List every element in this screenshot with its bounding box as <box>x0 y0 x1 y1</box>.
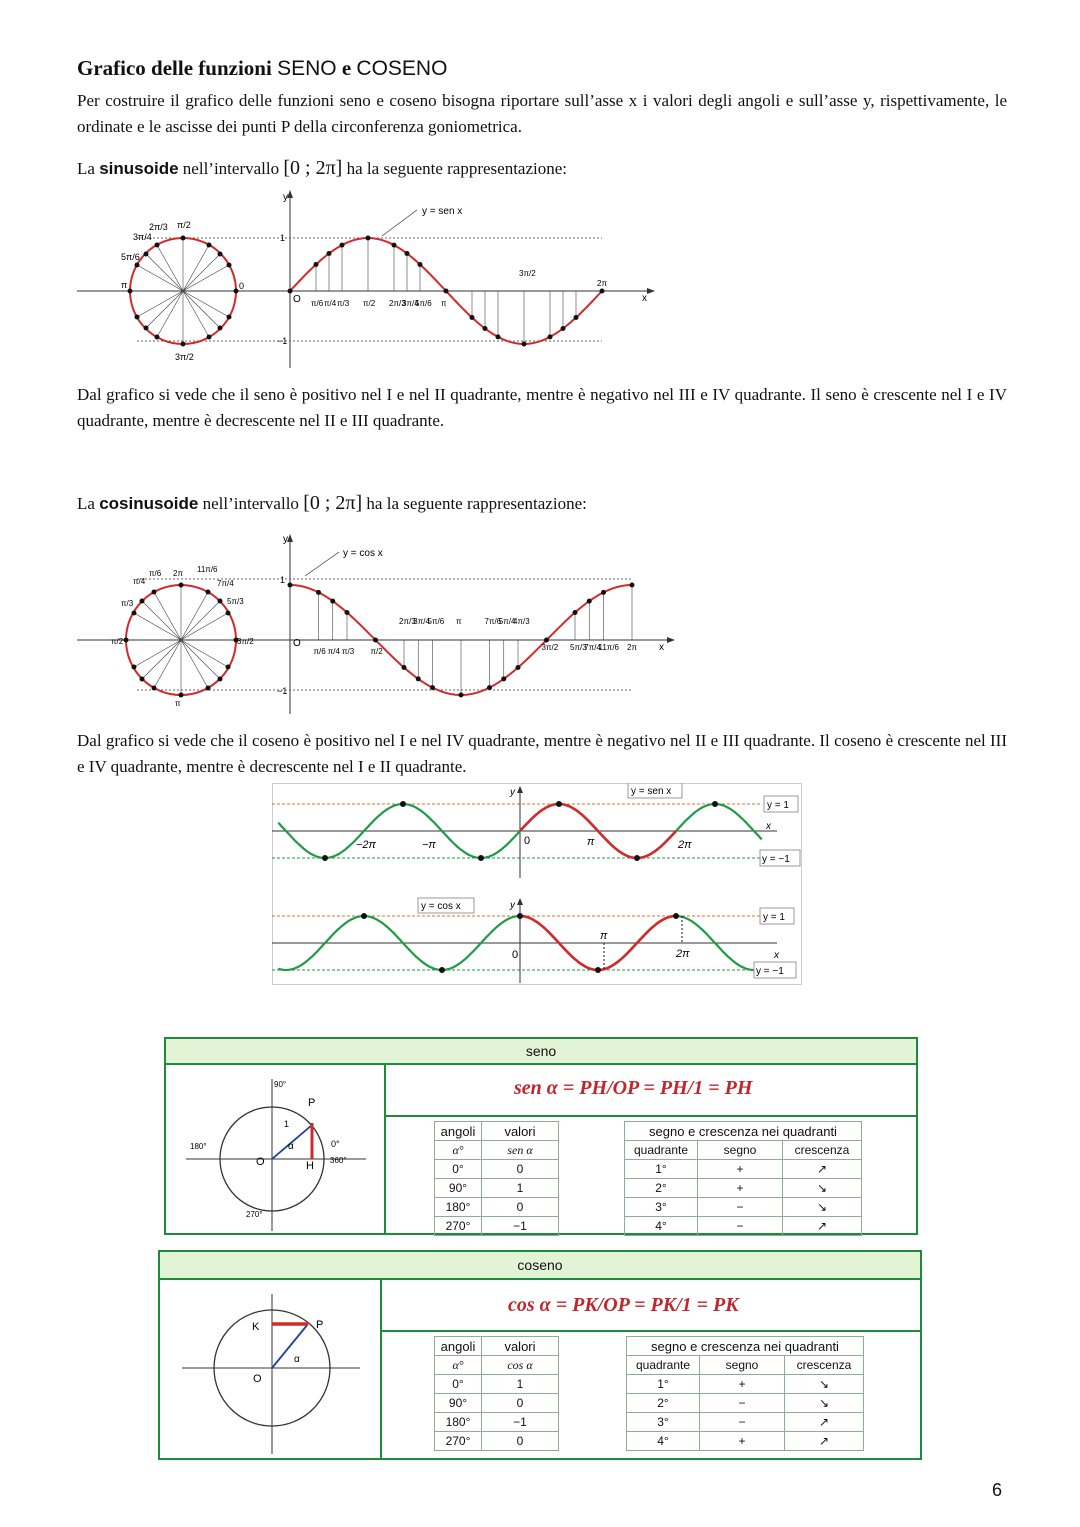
g1-point <box>522 342 527 347</box>
coseno-quadrants-table <box>626 1336 864 1451</box>
g3-zero-cos: 0 <box>512 949 519 961</box>
g2-circle-label-6: 7π/4 <box>217 579 234 588</box>
coseno-value-3: 0 <box>482 1432 559 1451</box>
seno-col-quadrante: quadrante <box>625 1141 698 1160</box>
g2-point <box>544 638 549 643</box>
coseno-trend-1: ↘ <box>785 1394 864 1413</box>
g3-cos-y: y <box>510 900 515 911</box>
g3-minus-pi: −π <box>422 839 436 851</box>
coseno-q-3: 4° <box>627 1432 700 1451</box>
g2-point <box>587 599 592 604</box>
g1-point <box>405 251 410 256</box>
g1-point <box>600 289 605 294</box>
seno-col-angoli: angoli <box>435 1122 482 1141</box>
g3-cos-y1: y = 1 <box>763 912 785 923</box>
seno-q-1: 2° <box>625 1179 698 1198</box>
coseno-sign-2: − <box>700 1413 785 1432</box>
g2-tick-top-2: 5π/6 <box>427 617 445 626</box>
page-title <box>77 56 447 81</box>
g2-circle-label-7: 5π/3 <box>227 597 244 606</box>
coseno-values-table <box>434 1336 559 1451</box>
coseno-sign-0: + <box>700 1375 785 1394</box>
coseno-col-angoli: angoli <box>435 1337 482 1356</box>
title-coseno: COSENO <box>356 57 448 80</box>
seno-sub-alpha: α° <box>435 1141 482 1160</box>
g1-minus-one: −1 <box>277 336 288 346</box>
g1-point <box>483 326 488 331</box>
g1-point <box>444 289 449 294</box>
seno-value-2: 0 <box>482 1198 559 1217</box>
g3-minus-2pi: −2π <box>356 839 376 851</box>
g2-tick-top-4: 7π/6 <box>484 617 502 626</box>
g2-circle-label-2: π/3 <box>121 599 134 608</box>
coseno-trend-0: ↘ <box>785 1375 864 1394</box>
coseno-col-crescenza: crescenza <box>785 1356 864 1375</box>
g2-point <box>330 599 335 604</box>
g3-sin-point <box>400 801 406 807</box>
seno-panel <box>164 1037 918 1235</box>
g1-x-label: x <box>642 293 647 304</box>
g3-pi-cos: π <box>600 930 608 942</box>
g2-tick-top-6: 4π/3 <box>513 617 530 626</box>
g1-circle-label-0: π/2 <box>177 220 191 230</box>
coseno-col-segno: segno <box>700 1356 785 1375</box>
sin-interval: [0 ; 2π] <box>283 157 343 179</box>
g1-point <box>574 315 579 320</box>
g2-tick-bottom-1: π/4 <box>327 647 340 656</box>
seno-col-segno: segno <box>698 1141 783 1160</box>
g2-point <box>402 665 407 670</box>
sin-intro-a: La <box>77 159 100 178</box>
g1-point <box>548 334 553 339</box>
coseno-sub-cos: cos α <box>482 1356 559 1375</box>
seno-angle-1: 90° <box>435 1179 482 1198</box>
sin-intro-term: sinusoide <box>99 159 179 178</box>
seno-q-2: 3° <box>625 1198 698 1217</box>
seno-sign-0: + <box>698 1160 783 1179</box>
g2-point <box>630 583 635 588</box>
g2-one: 1 <box>280 575 286 585</box>
coseno-point-k: K <box>252 1321 260 1333</box>
coseno-quadrants-title: segno e crescenza nei quadranti <box>627 1337 864 1356</box>
g1-circle-label-5: 3π/2 <box>175 352 194 362</box>
g2-origin: O <box>293 638 301 649</box>
g2-point <box>487 685 492 690</box>
g2-circle-label-3: π/2 <box>111 637 124 646</box>
seno-trend-3: ↗ <box>783 1217 862 1236</box>
g3-cos-x: x <box>774 950 779 961</box>
g3-2pi-cos: 2π <box>676 948 690 960</box>
g1-tick-2: π/3 <box>337 299 350 308</box>
g2-tick-bottom-2: π/3 <box>342 647 355 656</box>
seno-col-crescenza: crescenza <box>783 1141 862 1160</box>
g2-point <box>601 590 606 595</box>
g2-circle-label-5: 11π/6 <box>197 565 218 574</box>
g2-tick-top-0: 2π/3 <box>399 617 416 626</box>
coseno-angle-3: 270° <box>435 1432 482 1451</box>
g2-point <box>501 676 506 681</box>
seno-trend-0: ↗ <box>783 1160 862 1179</box>
g3-cos-point <box>439 967 445 973</box>
g2-point <box>573 610 578 615</box>
seno-angle-2: 180° <box>435 1198 482 1217</box>
seno-point-o: O <box>256 1156 265 1168</box>
g3-cos-label: y = cos x <box>421 901 461 912</box>
g2-tick-top-5: 5π/4 <box>498 617 516 626</box>
g2-point <box>516 665 521 670</box>
seno-circle-diagram <box>166 1065 384 1233</box>
g1-point <box>496 334 501 339</box>
seno-deg0: 0° <box>331 1139 340 1149</box>
g3-sin-point <box>712 801 718 807</box>
g2-tick-bottom-3: π/2 <box>370 647 383 656</box>
g3-cos-point <box>517 913 523 919</box>
seno-deg180: 180° <box>190 1142 207 1151</box>
cos-intro-c: nell’intervallo <box>198 494 304 513</box>
coseno-panel <box>158 1250 922 1460</box>
seno-angle-3: 270° <box>435 1217 482 1236</box>
g3-sin-y1: y = 1 <box>767 800 789 811</box>
seno-one: 1 <box>284 1119 290 1129</box>
page-number: 6 <box>991 1480 1002 1500</box>
g3-sin-y: y <box>510 787 515 798</box>
cosine-comment: Dal grafico si vede che il coseno è positivo nel I e nel IV quadrante, mentre è negativo nel II e III quadrante. Il coseno è crescente nel III e IV quadrante, mentre è decrescente nel I e II quadrante. <box>77 731 1007 776</box>
coseno-q-1: 2° <box>627 1394 700 1413</box>
seno-quadrants-title: segno e crescenza nei quadranti <box>625 1122 862 1141</box>
g1-tick-0: π/6 <box>311 299 324 308</box>
g2-tick-top-3: π <box>456 617 462 626</box>
coseno-value-1: 0 <box>482 1394 559 1413</box>
sin-intro-c: nell’intervallo <box>178 159 284 178</box>
seno-point-p: P <box>308 1097 316 1109</box>
g1-tick-7: π <box>441 299 447 308</box>
g1-origin: O <box>293 294 301 305</box>
coseno-header: coseno <box>160 1252 920 1280</box>
g2-tick-bottom-0: π/6 <box>313 647 326 656</box>
g2-x-label: x <box>659 642 664 653</box>
g2-point <box>416 676 421 681</box>
cos-intro-a: La <box>77 494 100 513</box>
g2-minus-one: −1 <box>277 686 288 696</box>
seno-formula: sen α = PH/OP = PH/1 = PH <box>514 1077 753 1099</box>
g3-cos-point <box>361 913 367 919</box>
g1-point <box>340 243 345 248</box>
g2-point <box>345 610 350 615</box>
g2-point <box>459 693 464 698</box>
seno-col-valori: valori <box>482 1122 559 1141</box>
seno-point-h: H <box>306 1160 314 1172</box>
g3-sin-point <box>478 855 484 861</box>
coseno-value-2: −1 <box>482 1413 559 1432</box>
g3-cos-point <box>595 967 601 973</box>
g1-point <box>470 315 475 320</box>
seno-q-0: 1° <box>625 1160 698 1179</box>
g2-tick-bottom-7: 11π/6 <box>598 643 619 652</box>
coseno-angle-2: 180° <box>435 1413 482 1432</box>
g2-function-label: y = cos x <box>343 548 383 559</box>
coseno-sub-alpha: α° <box>435 1356 482 1375</box>
g2-tick-bottom-6: 7π/4 <box>584 643 601 652</box>
title-text: Grafico delle funzioni <box>77 56 278 80</box>
coseno-point-p: P <box>316 1319 324 1331</box>
g1-circle-label-2: 3π/4 <box>133 232 152 242</box>
coseno-point-o: O <box>253 1373 262 1385</box>
g1-y-label: y <box>283 192 288 203</box>
coseno-col-valori: valori <box>482 1337 559 1356</box>
seno-sign-1: + <box>698 1179 783 1198</box>
g1-point <box>366 236 371 241</box>
coseno-value-0: 1 <box>482 1375 559 1394</box>
seno-sign-3: − <box>698 1217 783 1236</box>
g2-tick-bottom-8: 2π <box>627 643 637 652</box>
title-and: e <box>336 56 357 80</box>
g2-circle-label-9: π <box>175 699 181 708</box>
coseno-sign-1: − <box>700 1394 785 1413</box>
g3-sin-point <box>556 801 562 807</box>
g3-sin-x: x <box>766 821 771 832</box>
g3-2pi-sin: 2π <box>678 839 692 851</box>
seno-sub-sen: sen α <box>482 1141 559 1160</box>
g1-point <box>327 251 332 256</box>
cos-intro-d: ha la seguente rappresentazione: <box>362 494 587 513</box>
seno-trend-1: ↘ <box>783 1179 862 1198</box>
g2-tick-bottom-4: 3π/2 <box>541 643 559 652</box>
coseno-sign-3: + <box>700 1432 785 1451</box>
g3-sin-label: y = sen x <box>631 786 672 797</box>
g1-tick-4: 2π/3 <box>389 299 406 308</box>
g1-point <box>314 262 319 267</box>
seno-trend-2: ↘ <box>783 1198 862 1217</box>
g1-circle-zero: 0 <box>239 281 245 291</box>
seno-value-1: 1 <box>482 1179 559 1198</box>
coseno-q-2: 3° <box>627 1413 700 1432</box>
g1-circle-label-1: 2π/3 <box>149 222 168 232</box>
sinusoid-graph <box>77 188 677 373</box>
sine-comment: Dal grafico si vede che il seno è positivo nel I e nel II quadrante, mentre è negativo nel III e IV quadrante. Il seno è crescente nel I e IV quadrante, mentre è decrescente nel II e III quadrante. <box>77 385 1007 430</box>
g3-sin-point <box>322 855 328 861</box>
g2-circle-label-8: 3π/2 <box>237 637 254 646</box>
seno-header: seno <box>166 1039 916 1065</box>
g1-tick-8: 3π/2 <box>519 269 536 278</box>
g1-tick-9: 2π <box>597 279 607 288</box>
g2-point <box>373 638 378 643</box>
seno-q-3: 4° <box>625 1217 698 1236</box>
coseno-col-quadrante: quadrante <box>627 1356 700 1375</box>
seno-sign-2: − <box>698 1198 783 1217</box>
cos-interval: [0 ; 2π] <box>303 492 363 514</box>
g2-y-label: y <box>283 534 288 545</box>
g2-circle-label-1: π/4 <box>133 577 146 586</box>
g1-tick-1: π/4 <box>324 299 337 308</box>
g2-circle-label-4: 2π <box>173 569 183 578</box>
coseno-trend-3: ↗ <box>785 1432 864 1451</box>
intro-paragraph: Per costruire il grafico delle funzioni seno e coseno bisogna riportare sull’asse x i valori degli angoli e sull’asse y, rispettivamente, le ordinate e le ascisse dei punti P della circonferenza goniometrica. <box>77 91 1007 136</box>
seno-angle-0: 0° <box>435 1160 482 1179</box>
g1-circle-label-4: π <box>121 280 128 290</box>
g3-cos-ym1: y = −1 <box>756 966 784 977</box>
g2-point <box>316 590 321 595</box>
seno-values-table <box>434 1121 559 1236</box>
g2-tick-bottom-5: 5π/3 <box>570 643 587 652</box>
g1-point <box>288 289 293 294</box>
g1-circle-label-3: 5π/6 <box>121 252 140 262</box>
g2-point <box>288 583 293 588</box>
g3-cos-point <box>673 913 679 919</box>
seno-deg360: 360° <box>330 1156 347 1165</box>
seno-deg90: 90° <box>274 1080 287 1089</box>
seno-value-0: 0 <box>482 1160 559 1179</box>
coseno-trend-2: ↗ <box>785 1413 864 1432</box>
g1-tick-3: π/2 <box>363 299 376 308</box>
g3-zero-sin: 0 <box>524 835 531 847</box>
g1-one: 1 <box>280 233 286 243</box>
coseno-q-0: 1° <box>627 1375 700 1394</box>
seno-deg270: 270° <box>246 1210 263 1219</box>
sinusoid-intro <box>77 155 1007 182</box>
cosinusoid-intro <box>77 490 1007 517</box>
g1-point <box>561 326 566 331</box>
g1-tick-5: 3π/4 <box>402 299 419 308</box>
g1-tick-6: 5π/6 <box>415 299 432 308</box>
seno-alpha: α <box>288 1141 294 1152</box>
g1-function-label: y = sen x <box>422 206 463 217</box>
g1-point <box>418 262 423 267</box>
cos-intro-term: cosinusoide <box>99 494 199 513</box>
sin-intro-d: ha la seguente rappresentazione: <box>342 159 568 178</box>
sin-cos-waves-graph <box>272 783 802 985</box>
coseno-alpha: α <box>294 1354 300 1365</box>
seno-value-3: −1 <box>482 1217 559 1236</box>
coseno-circle-diagram <box>160 1280 380 1458</box>
g3-sin-ym1: y = −1 <box>762 854 790 865</box>
seno-quadrants-table <box>624 1121 862 1236</box>
title-seno: SENO <box>277 57 337 80</box>
g2-tick-top-1: 3π/4 <box>413 617 430 626</box>
g3-sin-point <box>634 855 640 861</box>
g2-point <box>430 685 435 690</box>
g1-point <box>392 243 397 248</box>
coseno-angle-1: 90° <box>435 1394 482 1413</box>
coseno-angle-0: 0° <box>435 1375 482 1394</box>
g3-pi-sin: π <box>587 836 595 848</box>
cosinusoid-graph <box>77 528 697 718</box>
g2-circle-label-0: π/6 <box>149 569 162 578</box>
coseno-formula: cos α = PK/OP = PK/1 = PK <box>508 1294 739 1316</box>
